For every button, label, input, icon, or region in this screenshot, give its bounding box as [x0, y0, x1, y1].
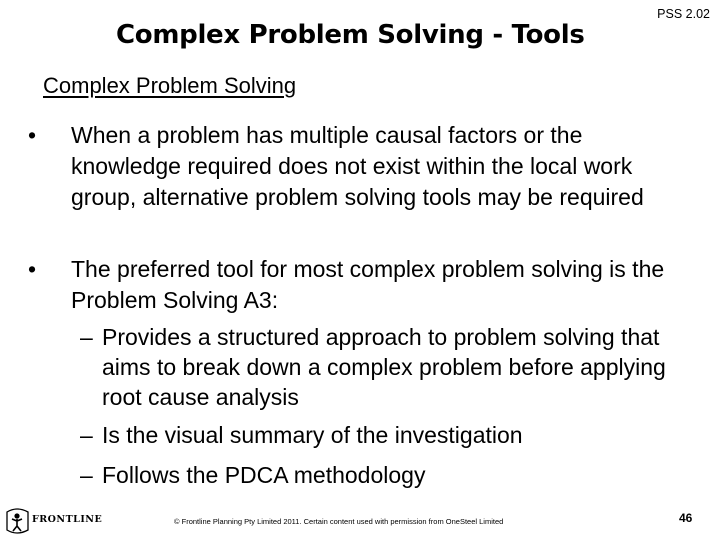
- bullet-item: [28, 120, 698, 213]
- sub-bullet-text: Follows the PDCA methodology: [102, 462, 426, 488]
- sub-bullet-item: [80, 460, 700, 490]
- copyright-notice: © Frontline Planning Pty Limited 2011. Certain content used with permission from OneSteel Limited: [174, 517, 504, 526]
- bullet-marker: •: [28, 256, 37, 282]
- sub-bullet-item: [80, 420, 700, 450]
- page-number: 46: [679, 511, 693, 525]
- bullet-marker: •: [28, 122, 37, 148]
- logo-text: FRONTLINE: [32, 514, 103, 525]
- sub-bullet-marker: –: [80, 462, 93, 488]
- frontline-logo: [4, 508, 103, 534]
- slide-code: PSS 2.02: [657, 7, 710, 21]
- frontline-person-logo-icon: [4, 508, 30, 534]
- sub-bullet-marker: –: [80, 422, 93, 448]
- bullet-text: The preferred tool for most complex problem solving is the Problem Solving A3:: [71, 256, 665, 313]
- bullet-text: When a problem has multiple causal factors or the knowledge required does not exist within the local work group, alternative problem solving tools may be required: [71, 122, 644, 210]
- bullet-item: [28, 254, 698, 316]
- sub-bullet-text: Is the visual summary of the investigation: [102, 422, 523, 448]
- sub-bullet-text: Provides a structured approach to problem solving that aims to break down a complex problem before applying root cause analysis: [102, 324, 666, 410]
- slide-title: Complex Problem Solving - Tools: [116, 20, 585, 50]
- sub-bullet-item: [80, 322, 700, 412]
- slide-subtitle: Complex Problem Solving: [43, 73, 297, 98]
- sub-bullet-marker: –: [80, 324, 93, 350]
